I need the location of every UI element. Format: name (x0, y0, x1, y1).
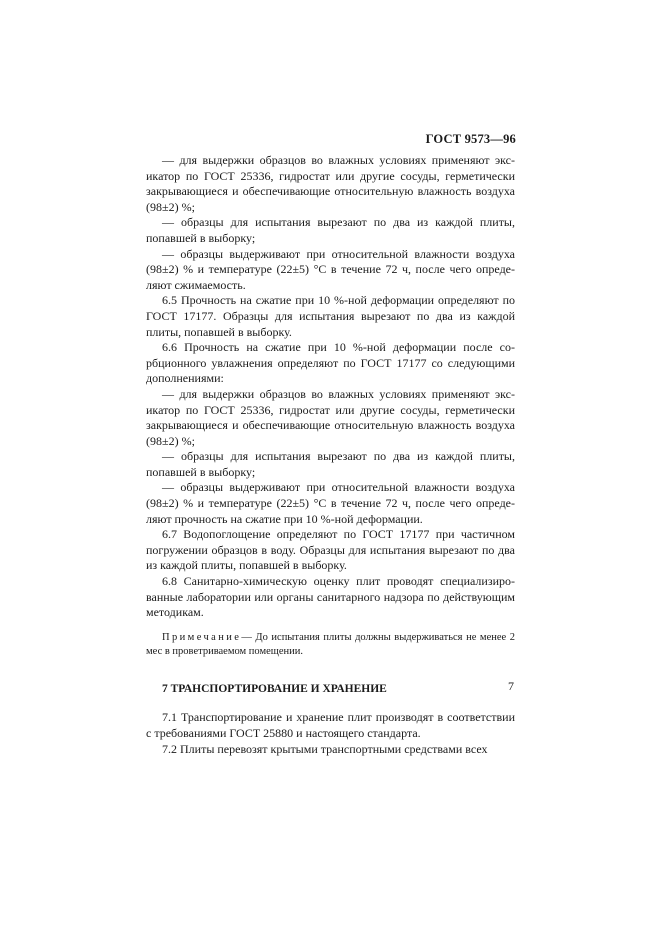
page-number: 7 (508, 679, 514, 693)
paragraph-6-5: 6.5 Прочность на сжатие при 10 %-ной деформации определяют по ГОСТ 17177. Образцы для испытания вырезают по два из каждой плиты, попавшей в выборку. (146, 293, 515, 339)
paragraph-6-7: 6.7 Водопоглощение определяют по ГОСТ 17177 при частичном погружении образцов в воду. Образцы для испытания вырезают по два из каждой плиты, попавшей в выборку. (146, 527, 515, 573)
paragraph-7-1: 7.1 Транспортирование и хранение плит производят в соответствии с требованиями ГОСТ 25880 и настоящего стандарта. (146, 710, 515, 740)
paragraph: — для выдержки образцов во влажных условиях применяют эксикатор по ГОСТ 25336, гидростат или другие сосуды, герметически закрывающиеся и обеспечивающие относительную влажность воздуха (98±2) %; (146, 386, 515, 448)
section-title: 7 ТРАНСПОРТИРОВАНИЕ И ХРАНЕНИЕ (162, 682, 387, 695)
document-body (146, 153, 515, 757)
paragraph: — для выдержки образцов во влажных условиях применяют эксикатор по ГОСТ 25336, гидростат или другие сосуды, герметически закрывающиеся и обеспечивающие относительную влажность воздуха (98±2) %; (146, 153, 515, 214)
paragraph: — образцы выдерживают при относительной влажности воздуха (98±2) % и температуре (22±5) °С в течение 72 ч, после чего определяют прочность на сжатие при 10 %-ной деформации. (146, 480, 515, 526)
paragraph-6-8: 6.8 Санитарно-химическую оценку плит проводят специализированные лаборатории или органы санитарного надзора по действующим методикам. (146, 574, 515, 620)
paragraph: — образцы выдерживают при относительной влажности воздуха (98±2) % и температуре (22±5) °С в течение 72 ч, после чего определяют сжимаемость. (146, 246, 515, 292)
paragraph-6-6: 6.6 Прочность на сжатие при 10 %-ной деформации после сорбционного увлажнения определяют по ГОСТ 17177 со следующими дополнениями: (146, 340, 515, 386)
note (146, 631, 515, 659)
document-code-header: ГОСТ 9573—96 (425, 132, 516, 146)
note-text: — До испытания плиты должны выдерживаться не менее 2 мес в проветриваемом помещении. (146, 631, 515, 657)
note-label: Примечание (162, 631, 242, 643)
paragraph: — образцы для испытания вырезают по два из каждой плиты, попавшей в выборку; (146, 449, 515, 479)
paragraph: — образцы для испытания вырезают по два из каждой плиты, попавшей в выборку; (146, 215, 515, 245)
paragraph-7-2: 7.2 Плиты перевозят крытыми транспортными средствами всех (162, 741, 488, 756)
